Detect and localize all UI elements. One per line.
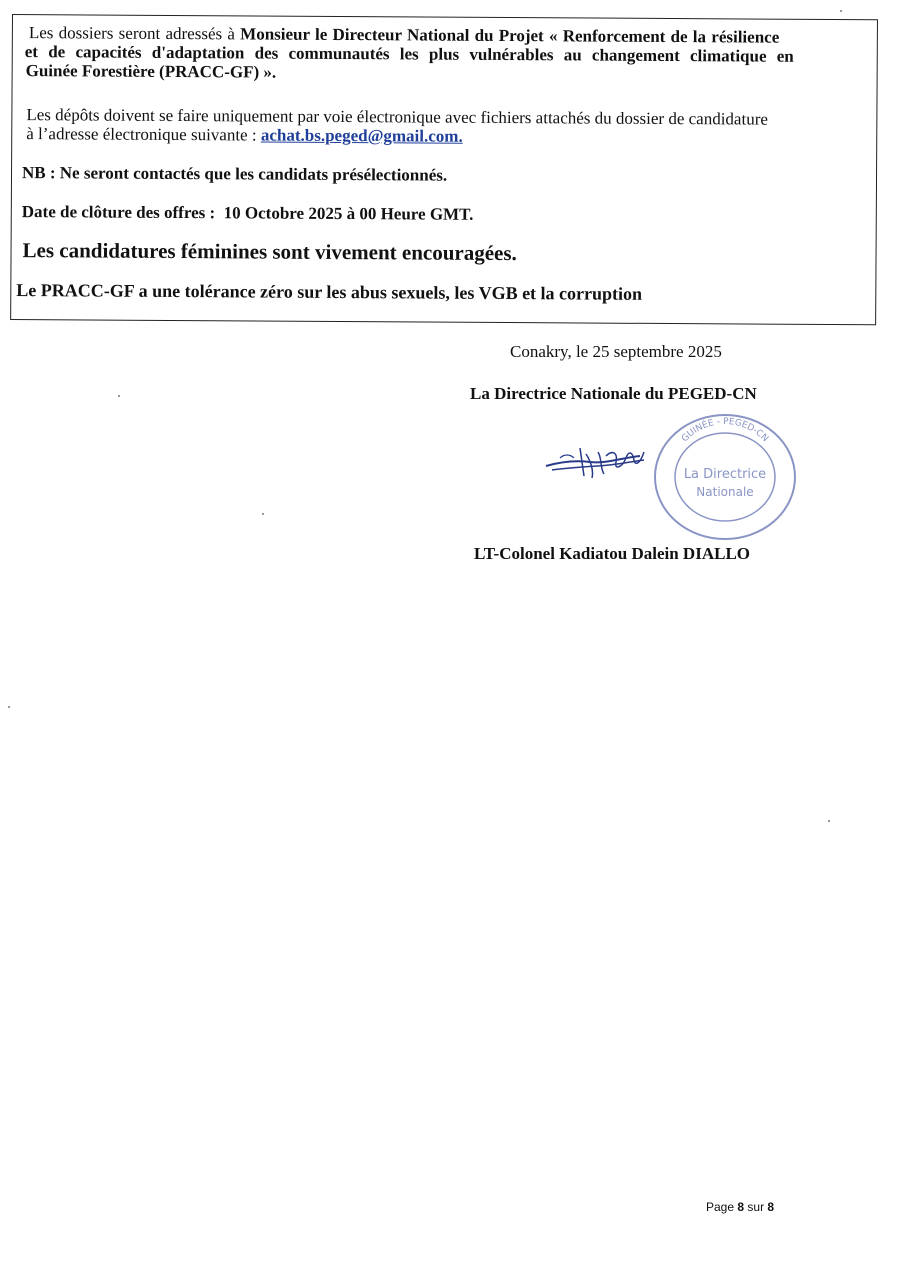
closing-date <box>22 202 474 224</box>
stamp-arc-text: GUINÉE - PEGED-CN <box>680 416 770 445</box>
stamp-line-2: Nationale <box>696 485 754 499</box>
page-number <box>706 1200 774 1214</box>
deposit-line-2 <box>26 124 463 146</box>
place-date: Conakry, le 25 septembre 2025 <box>510 342 722 361</box>
closing-date-value: 10 Octobre 2025 à 00 Heure GMT. <box>223 203 474 224</box>
scan-speck <box>8 706 10 708</box>
intro-prefix: Les dossiers seront adressés à <box>28 23 241 44</box>
women-encouraged-note: Les candidatures féminines sont vivement encouragées. <box>22 238 517 266</box>
intro-line-3: Guinée Forestière (PRACC-GF) ». <box>25 61 277 82</box>
closing-date-label: Date de clôture des offres : <box>21 202 216 223</box>
scan-speck <box>840 10 842 12</box>
signature-icon <box>540 440 660 490</box>
scan-speck <box>262 513 264 515</box>
stamp-line-1: La Directrice <box>683 467 767 482</box>
official-stamp <box>652 412 798 542</box>
nb-note: NB : Ne seront contactés que les candidats présélectionnés. <box>21 163 448 185</box>
page-word: Page <box>706 1200 735 1214</box>
intro-recipient: Monsieur le Directeur National du Projet « Renforcement de la résilience <box>240 24 780 47</box>
director-title: La Directrice Nationale du PEGED-CN <box>470 384 757 403</box>
scan-speck <box>828 820 830 822</box>
deposit-line-1: Les dépôts doivent se faire uniquement par voie électronique avec fichiers attachés du dossier de candidature <box>26 105 769 129</box>
email-link[interactable]: achat.bs.peged@gmail.com. <box>260 125 463 146</box>
zero-tolerance-note: Le PRACC-GF a une tolérance zéro sur les abus sexuels, les VGB et la corruption <box>16 280 643 304</box>
of-word: sur <box>747 1200 765 1214</box>
scan-speck <box>118 395 120 397</box>
total-pages: 8 <box>767 1200 775 1214</box>
current-page: 8 <box>737 1200 745 1214</box>
intro-line-2: et de capacités d'adaptation des communautés les plus vulnérables au changement climatique en <box>24 42 794 66</box>
deposit-prefix: à l’adresse électronique suivante : <box>26 124 261 145</box>
notice-box <box>10 14 878 325</box>
signer-name: LT-Colonel Kadiatou Dalein DIALLO <box>474 544 751 563</box>
